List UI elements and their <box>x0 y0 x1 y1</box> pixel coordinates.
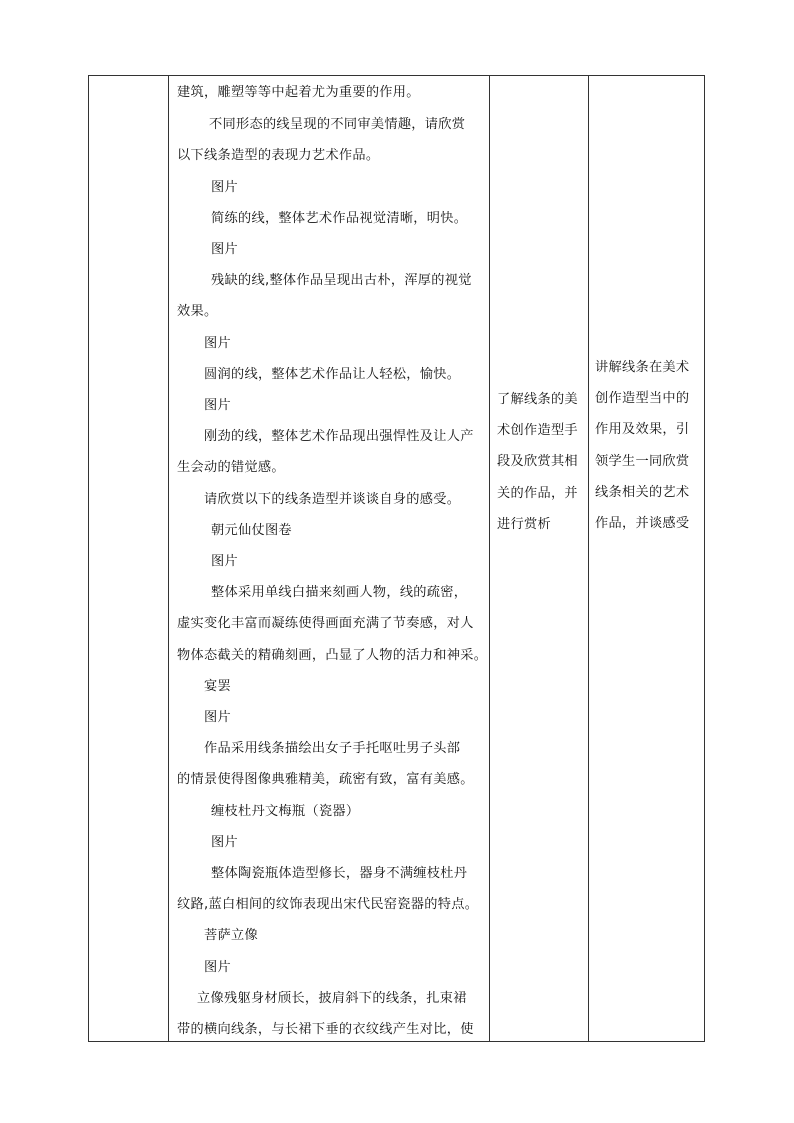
content-line: 图片 <box>204 710 231 725</box>
content-line: 圆润的线，整体艺术作品让人轻松，愉快。 <box>204 367 461 382</box>
content-line: 以下线条造型的表现力艺术作品。 <box>177 148 380 163</box>
student-activity-line: 了解线条的美 <box>497 392 578 407</box>
student-activity-line: 术创作造型手 <box>497 423 578 439</box>
design-intent-line: 线条相关的艺术 <box>595 484 690 500</box>
content-line: 刚劲的线，整体艺术作品现出强悍性及让人产 <box>204 429 474 444</box>
content-line: 物体态截关的精确刻画，凸显了人物的活力和神采。 <box>177 648 488 663</box>
content-line: 宴罢 <box>204 679 231 694</box>
content-line: 整体采用单线白描来刻画人物，线的疏密， <box>211 585 468 600</box>
content-line: 图片 <box>204 336 231 351</box>
content-line: 作品采用线条描绘出女子手托呕吐男子头部 <box>204 741 461 756</box>
content-line: 图片 <box>211 180 238 195</box>
lesson-table <box>88 75 705 1042</box>
design-intent-line: 作用及效果，引 <box>595 422 690 438</box>
student-activity-line: 进行赏析 <box>497 516 551 532</box>
content-line: 缠枝杜丹文梅瓶（瓷器） <box>211 804 360 819</box>
content-line: 朝元仙仗图卷 <box>211 523 292 538</box>
content-line: 效果。 <box>177 304 218 319</box>
content-line: 生会动的错觉感。 <box>177 460 285 475</box>
design-intent-line: 作品，并谈感受 <box>595 516 690 531</box>
design-intent-line: 领学生一同欣赏 <box>595 453 690 469</box>
student-activity-line: 关的作品，并 <box>497 485 578 501</box>
content-line: 图片 <box>211 242 238 257</box>
content-line: 整体陶瓷瓶体造型修长，器身不满缠枝杜丹 <box>211 866 468 881</box>
content-line: 菩萨立像 <box>204 928 258 943</box>
student-activity-line: 段及欣赏其相 <box>497 454 578 470</box>
column-divider <box>168 76 169 1041</box>
content-line: 图片 <box>211 554 238 569</box>
content-line: 图片 <box>211 835 238 850</box>
content-line: 请欣赏以下的线条造型并谈谈自身的感受。 <box>204 492 461 507</box>
content-line: 建筑，雕塑等等中起着尤为重要的作用。 <box>177 85 420 100</box>
content-line: 简练的线，整体艺术作品视觉清晰，明快。 <box>211 211 468 226</box>
content-line: 图片 <box>204 960 231 975</box>
design-intent-line: 讲解线条在美术 <box>595 360 690 375</box>
column-divider <box>489 76 490 1041</box>
content-line: 的情景使得图像典雅精美，疏密有致，富有美感。 <box>177 772 474 787</box>
content-line: 立像残躯身材颀长，披肩斜下的线条，扎束裙 <box>197 991 467 1006</box>
content-line: 带的横向线条，与长裙下垂的衣纹线产生对比，使 <box>177 1022 474 1037</box>
content-line: 不同形态的线呈现的不同审美情趣，请欣赏 <box>209 117 466 132</box>
content-line: 残缺的线,整体作品呈现出古朴，浑厚的视觉 <box>211 273 472 288</box>
content-line: 虚实变化丰富而凝练使得画面充满了节奏感，对人 <box>177 616 474 631</box>
column-divider <box>588 76 589 1041</box>
content-line: 图片 <box>204 398 231 413</box>
design-intent-line: 创作造型当中的 <box>595 391 690 407</box>
content-line: 纹路,蓝白相间的纹饰表现出宋代民窑瓷器的特点。 <box>177 897 479 912</box>
